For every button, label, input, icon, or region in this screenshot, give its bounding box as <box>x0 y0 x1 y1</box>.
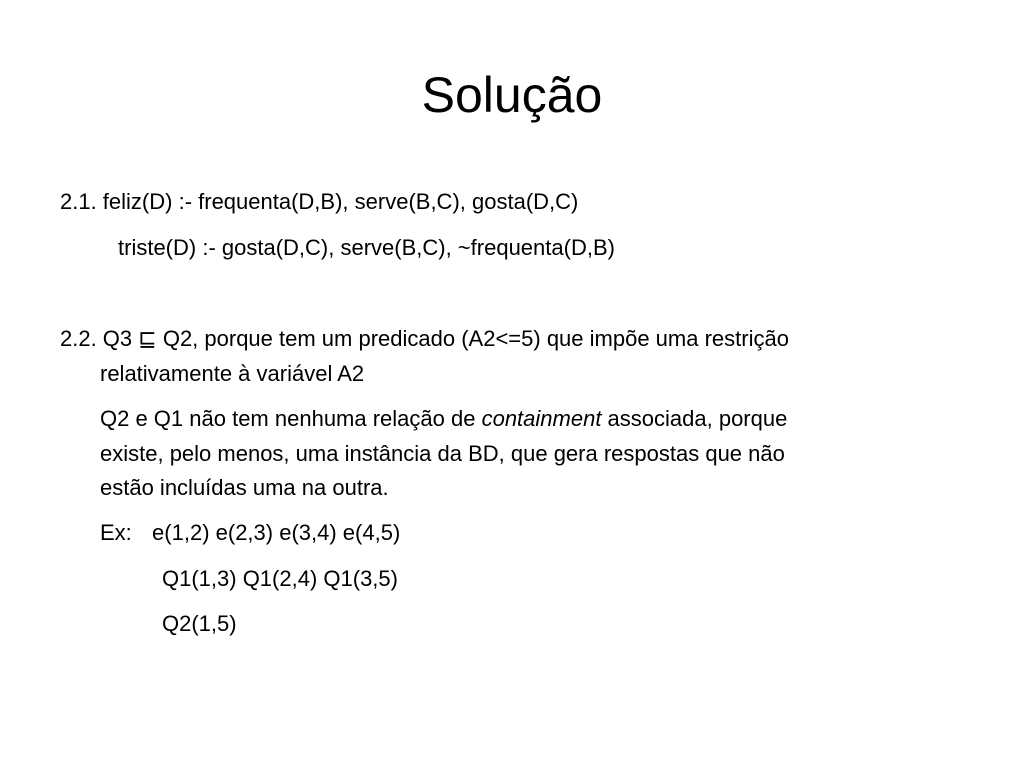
item-2-2-line1 <box>60 325 789 354</box>
containment-term: containment <box>481 406 602 431</box>
containment-para-line3: estão incluídas uma na outra. <box>100 475 389 500</box>
subset-symbol-icon: ⊑ <box>138 327 157 352</box>
item-2-2-text: Q2, porque tem um predicado (A2<=5) que impõe uma restrição <box>156 326 789 351</box>
q2-results: Q2(1,5) <box>162 611 237 636</box>
item-2-2-line2: relativamente à variável A2 <box>100 361 365 386</box>
item-2-2-prefix: 2.2. Q3 <box>60 326 139 351</box>
rule-feliz: 2.1. feliz(D) :- frequenta(D,B), serve(B,C), gosta(D,C) <box>60 189 579 214</box>
containment-para-text-a: Q2 e Q1 não tem nenhuma relação de <box>100 406 482 431</box>
q1-results: Q1(1,3) Q1(2,4) Q1(3,5) <box>162 566 398 591</box>
example-label: Ex: <box>100 520 132 545</box>
containment-para-line1 <box>100 405 787 433</box>
rule-triste: triste(D) :- gosta(D,C), serve(B,C), ~frequenta(D,B) <box>118 235 615 260</box>
slide-title: Solução <box>421 67 603 123</box>
example-facts: e(1,2) e(2,3) e(3,4) e(4,5) <box>152 520 401 545</box>
containment-para-text-b: associada, porque <box>601 406 788 431</box>
example-line <box>100 519 400 547</box>
containment-para-line2: existe, pelo menos, uma instância da BD, que gera respostas que não <box>100 441 785 466</box>
